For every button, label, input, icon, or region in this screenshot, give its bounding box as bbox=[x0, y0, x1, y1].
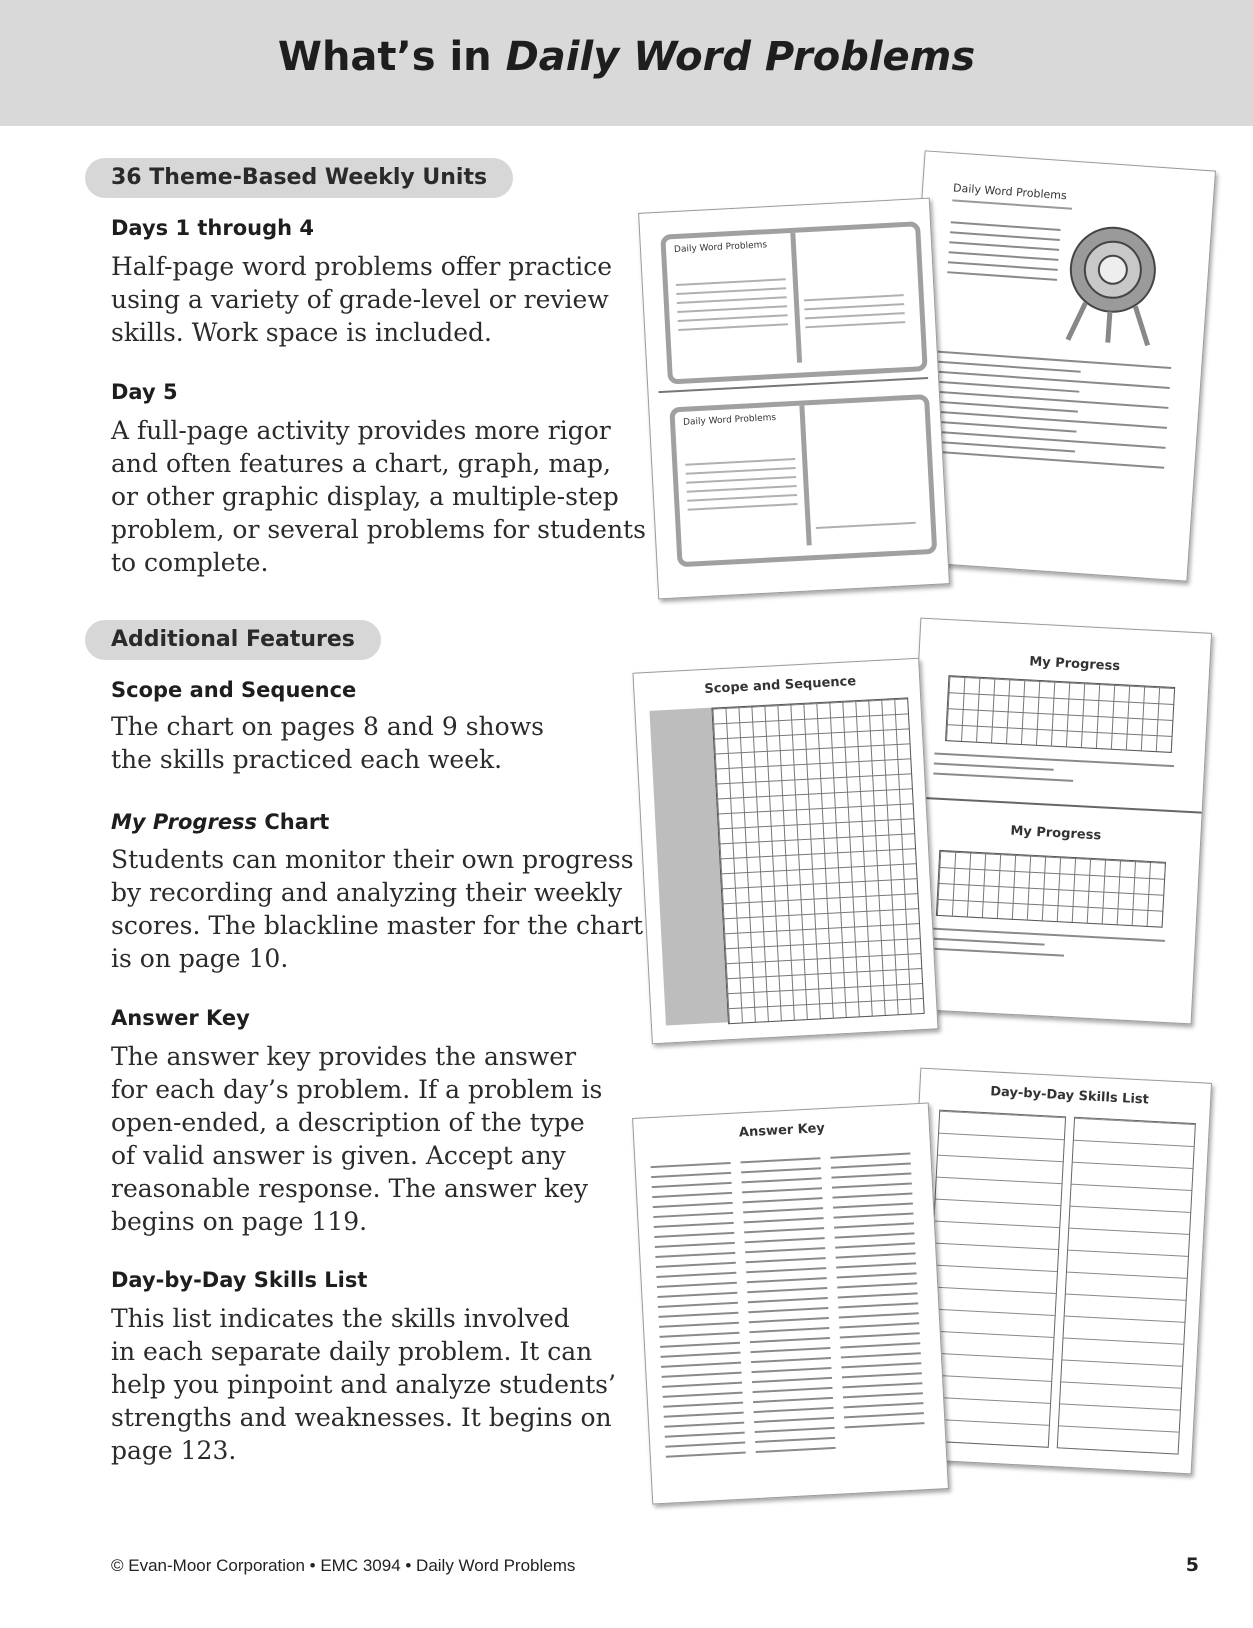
text-line: reasonable response. The answer key bbox=[111, 1174, 589, 1203]
body-answer-key bbox=[111, 1040, 611, 1238]
thumbnail-skills-list-page bbox=[900, 1068, 1212, 1475]
text-line: for each day’s problem. If a problem is bbox=[111, 1075, 603, 1104]
header-banner bbox=[0, 0, 1253, 126]
section-pill-weekly-units: 36 Theme-Based Weekly Units bbox=[85, 158, 513, 198]
body-my-progress bbox=[111, 843, 644, 975]
text-line: Students can monitor their own progress bbox=[111, 845, 634, 874]
page-title bbox=[0, 34, 1253, 80]
text-line: help you pinpoint and analyze students’ bbox=[111, 1370, 616, 1399]
body-scope-sequence bbox=[111, 710, 611, 776]
text-line: A full-page activity provides more rigor bbox=[111, 416, 611, 445]
text-line: strengths and weaknesses. It begins on bbox=[111, 1403, 612, 1432]
body-days-1-4 bbox=[111, 250, 611, 349]
target-illustration bbox=[1058, 221, 1166, 348]
text-line: the skills practiced each week. bbox=[111, 745, 503, 774]
card-title: Daily Word Problems bbox=[682, 412, 777, 428]
text-line: The chart on pages 8 and 9 shows bbox=[111, 712, 544, 741]
text-line: The answer key provides the answer bbox=[111, 1042, 577, 1071]
footer-credit: © Evan-Moor Corporation • EMC 3094 • Daily Word Problems bbox=[111, 1556, 576, 1575]
thumbnail-scope-sequence-page bbox=[632, 658, 938, 1045]
card-title: Daily Word Problems bbox=[673, 240, 768, 256]
thumbnail-my-progress-page bbox=[900, 618, 1212, 1025]
heading-my-progress-plain: Chart bbox=[257, 810, 330, 834]
thumb-title: Day-by-Day Skills List bbox=[989, 1084, 1150, 1108]
thumb-title: My Progress bbox=[1010, 823, 1102, 844]
day1-card bbox=[660, 221, 927, 384]
heading-days-1-4: Days 1 through 4 bbox=[111, 216, 315, 240]
heading-my-progress-italic: My Progress bbox=[111, 810, 258, 834]
heading-skills-list: Day-by-Day Skills List bbox=[111, 1268, 368, 1292]
section-pill-additional-features: Additional Features bbox=[85, 620, 381, 660]
text-line: to complete. bbox=[111, 548, 269, 577]
text-line: by recording and analyzing their weekly bbox=[111, 878, 623, 907]
body-day-5 bbox=[111, 414, 646, 579]
thumbnail-answer-key-page bbox=[632, 1102, 949, 1504]
heading-my-progress bbox=[111, 810, 329, 834]
body-skills-list bbox=[111, 1302, 616, 1467]
text-line: is on page 10. bbox=[111, 944, 289, 973]
text-line: and often features a chart, graph, map, bbox=[111, 449, 611, 478]
thumb-title: Scope and Sequence bbox=[704, 674, 857, 698]
title-prefix: What’s in bbox=[277, 34, 506, 80]
text-line: Half-page word problems offer practice bbox=[111, 252, 613, 281]
text-line: of valid answer is given. Accept any bbox=[111, 1141, 566, 1170]
thumb-title: My Progress bbox=[1028, 654, 1121, 675]
text-line: or other graphic display, a multiple-step bbox=[111, 482, 619, 511]
heading-scope-sequence: Scope and Sequence bbox=[111, 678, 357, 702]
heading-answer-key: Answer Key bbox=[111, 1006, 250, 1030]
text-line: begins on page 119. bbox=[111, 1207, 368, 1236]
thumbnail-day1-2-page bbox=[638, 198, 950, 600]
text-line: skills. Work space is included. bbox=[111, 318, 492, 347]
thumb-title: Daily Word Problems bbox=[952, 181, 1068, 203]
text-line: This list indicates the skills involved bbox=[111, 1304, 570, 1333]
day2-card bbox=[669, 394, 937, 567]
heading-day-5: Day 5 bbox=[111, 380, 178, 404]
page-number: 5 bbox=[1185, 1554, 1199, 1576]
text-line: problem, or several problems for students bbox=[111, 515, 646, 544]
text-line: scores. The blackline master for the chart bbox=[111, 911, 644, 940]
text-line: open-ended, a description of the type bbox=[111, 1108, 585, 1137]
text-line: in each separate daily problem. It can bbox=[111, 1337, 593, 1366]
text-line: using a variety of grade-level or review bbox=[111, 285, 609, 314]
title-italic: Daily Word Problems bbox=[505, 34, 976, 80]
text-line: page 123. bbox=[111, 1436, 237, 1465]
thumb-title: Answer Key bbox=[738, 1120, 826, 1141]
